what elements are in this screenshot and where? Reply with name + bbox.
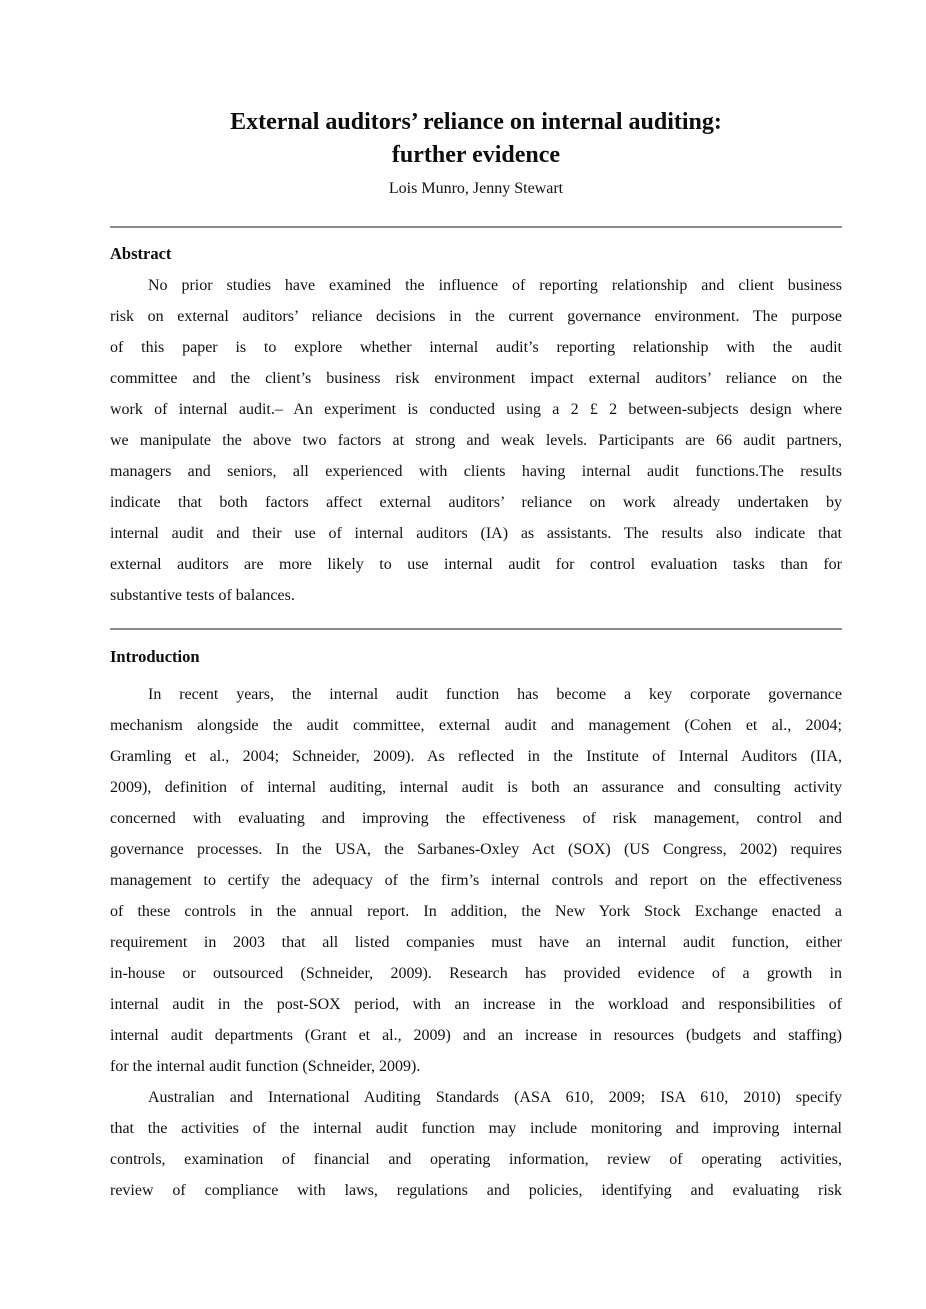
text-line: indicate that both factors affect external auditors’ reliance on work already undertaken by <box>110 494 842 511</box>
divider-top <box>110 226 842 228</box>
paper-title-line-1: External auditors’ reliance on internal auditing: <box>230 109 722 135</box>
text-line: review of compliance with laws, regulations and policies, identifying and evaluating risk <box>110 1182 842 1199</box>
text-line: Australian and International Auditing Standards (ASA 610, 2009; ISA 610, 2010) specify <box>148 1089 842 1106</box>
text-line: concerned with evaluating and improving the effectiveness of risk management, control and <box>110 810 842 827</box>
text-line: substantive tests of balances. <box>110 587 295 604</box>
abstract-heading: Abstract <box>110 244 172 263</box>
text-line: risk on external auditors’ reliance decisions in the current governance environment. The purpose <box>110 308 842 325</box>
divider-middle <box>110 628 842 630</box>
paragraph <box>110 270 842 611</box>
introduction-heading: Introduction <box>110 647 200 666</box>
abstract-text <box>110 270 842 611</box>
text-line: governance processes. In the USA, the Sarbanes-Oxley Act (SOX) (US Congress, 2002) requires <box>110 841 842 858</box>
paper-title <box>110 106 842 172</box>
text-line: internal audit in the post-SOX period, with an increase in the workload and responsibilities of <box>110 996 842 1013</box>
text-line: 2009), definition of internal auditing, internal audit is both an assurance and consulting activity <box>110 779 842 796</box>
text-line: internal audit and their use of internal auditors (IA) as assistants. The results also indicate that <box>110 525 842 542</box>
text-line: external auditors are more likely to use internal audit for control evaluation tasks than for <box>110 556 842 573</box>
text-line: mechanism alongside the audit committee, external audit and management (Cohen et al., 2004; <box>110 717 842 734</box>
paper-authors: Lois Munro, Jenny Stewart <box>388 180 564 197</box>
text-line: committee and the client’s business risk environment impact external auditors’ reliance on the <box>110 370 842 387</box>
text-line: work of internal audit.– An experiment is conducted using a 2 £ 2 between-subjects design where <box>110 401 842 418</box>
text-line: management to certify the adequacy of the firm’s internal controls and report on the effectiveness <box>110 872 842 889</box>
text-line: In recent years, the internal audit function has become a key corporate governance <box>148 686 842 703</box>
paragraph <box>110 679 842 1082</box>
text-line: for the internal audit function (Schneider, 2009). <box>110 1058 421 1075</box>
text-line: managers and seniors, all experienced with clients having internal audit functions.The results <box>110 463 842 480</box>
text-line: that the activities of the internal audit function may include monitoring and improving internal <box>110 1120 842 1137</box>
paper-title-line-2: further evidence <box>391 142 561 168</box>
text-line: requirement in 2003 that all listed companies must have an internal audit function, either <box>110 934 842 951</box>
text-line: controls, examination of financial and operating information, review of operating activities, <box>110 1151 842 1168</box>
text-line: internal audit departments (Grant et al., 2009) and an increase in resources (budgets and staffing) <box>110 1027 842 1044</box>
text-line: of this paper is to explore whether internal audit’s reporting relationship with the audit <box>110 339 842 356</box>
paragraph <box>110 1082 842 1206</box>
text-line: of these controls in the annual report. In addition, the New York Stock Exchange enacted a <box>110 903 842 920</box>
text-line: in-house or outsourced (Schneider, 2009). Research has provided evidence of a growth in <box>110 965 842 982</box>
introduction-text <box>110 679 842 1206</box>
text-line: Gramling et al., 2004; Schneider, 2009). As reflected in the Institute of Internal Auditors (IIA, <box>110 748 842 765</box>
text-line: we manipulate the above two factors at strong and weak levels. Participants are 66 audit partners, <box>110 432 842 449</box>
text-line: No prior studies have examined the influence of reporting relationship and client business <box>148 277 842 294</box>
